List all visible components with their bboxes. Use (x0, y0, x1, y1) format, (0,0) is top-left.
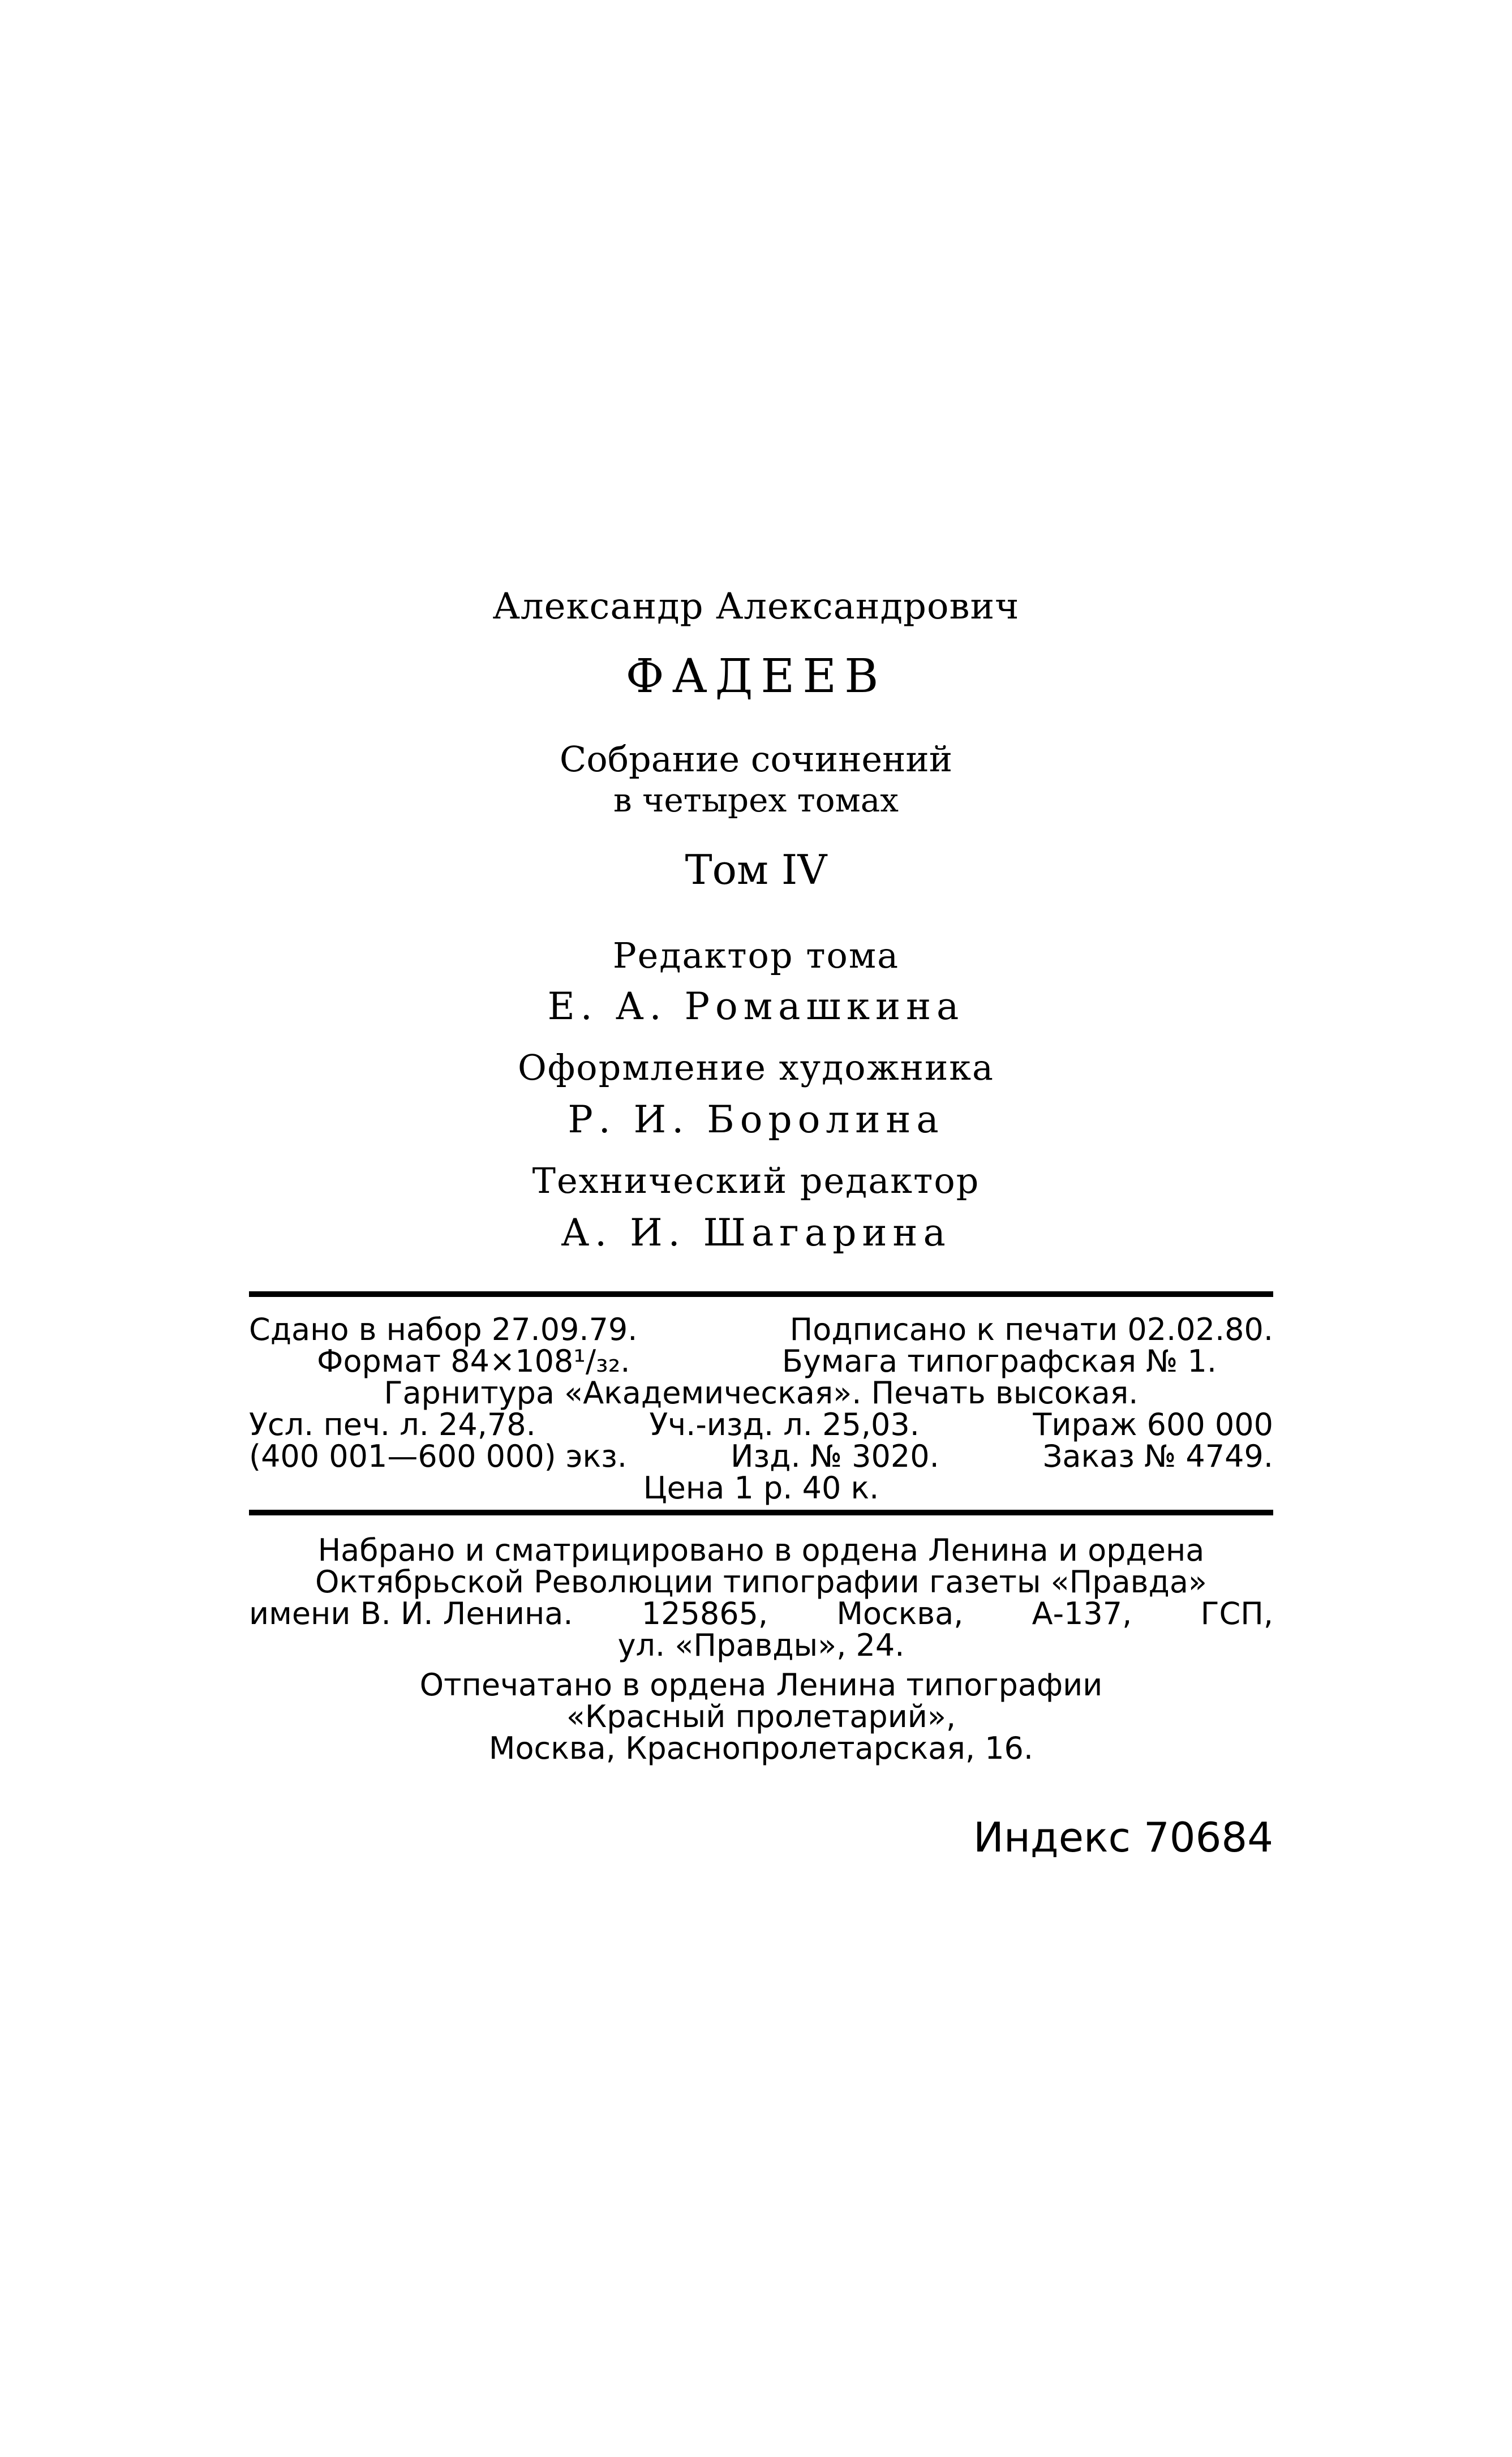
collection-title-line1: Собрание сочинений (559, 738, 953, 780)
technical-editor-name: А. И. Шагарина (561, 1211, 951, 1255)
printed-sheets: Усл. печ. л. 24,78. (249, 1407, 536, 1442)
publishing-sheets: Уч.-изд. л. 25,03. (649, 1407, 920, 1442)
volume-editor-name: Е. А. Ромашкина (547, 985, 965, 1028)
imprint-line (249, 1409, 1273, 1441)
copies-range: (400 001—600 000) экз. (249, 1438, 628, 1474)
typeset-date: Сдано в набор 27.09.79. (249, 1312, 638, 1347)
edition-number: Изд. № 3020. (731, 1438, 939, 1474)
divider-rule-top (249, 1291, 1273, 1297)
technical-editor-role: Технический редактор (532, 1160, 980, 1201)
collection-title-line2: в четырех томах (613, 781, 899, 819)
order-number: Заказ № 4749. (1042, 1438, 1273, 1474)
printer-street: ул. «Правды», 24. (617, 1627, 905, 1663)
city: Москва, (836, 1596, 964, 1631)
printer-line: Октябрьской Революции типографии газеты «Правда» (315, 1564, 1207, 1600)
printer-line: Набрано и сматрицировано в ордена Ленина и ордена (317, 1532, 1205, 1568)
author-name: Александр Александрович (492, 586, 1020, 628)
district-code: А-137, (1032, 1596, 1132, 1631)
imprint-block (249, 1314, 1273, 1504)
print-run: Тираж 600 000 (1033, 1407, 1273, 1442)
signed-to-print-date: Подписано к печати 02.02.80. (789, 1312, 1273, 1347)
printer-block (249, 1532, 1273, 1663)
price: Цена 1 р. 40 к. (643, 1470, 879, 1506)
print-shop-address: Москва, Краснопролетарская, 16. (488, 1730, 1034, 1766)
postal-code: 125865, (641, 1596, 768, 1631)
imprint-line (249, 1314, 1273, 1346)
imprint-line (249, 1343, 1273, 1379)
printer-address-line (249, 1598, 1273, 1630)
divider-rule-middle (249, 1510, 1273, 1515)
format: Формат 84×108¹/₃₂. (317, 1343, 630, 1379)
artist-name: Р. И. Боролина (568, 1098, 944, 1141)
imprint-line (249, 1438, 1273, 1474)
typeface-line: Гарнитура «Академическая». Печать высокая. (384, 1375, 1139, 1411)
gsp: ГСП, (1200, 1596, 1273, 1631)
artist-role: Оформление художника (517, 1047, 995, 1088)
volume-number: Том IV (685, 846, 827, 894)
print-shop-line: Отпечатано в ордена Ленина типографии (419, 1667, 1103, 1703)
printer-name: имени В. И. Ленина. (249, 1596, 573, 1631)
catalog-index: Индекс 70684 (973, 1814, 1273, 1861)
print-shop-name: «Красный пролетарий», (566, 1699, 956, 1734)
paper: Бумага типографская № 1. (781, 1343, 1217, 1379)
volume-editor-role: Редактор тома (612, 935, 900, 976)
print-shop-block (249, 1669, 1273, 1764)
author-surname: ФАДЕЕВ (625, 650, 887, 703)
